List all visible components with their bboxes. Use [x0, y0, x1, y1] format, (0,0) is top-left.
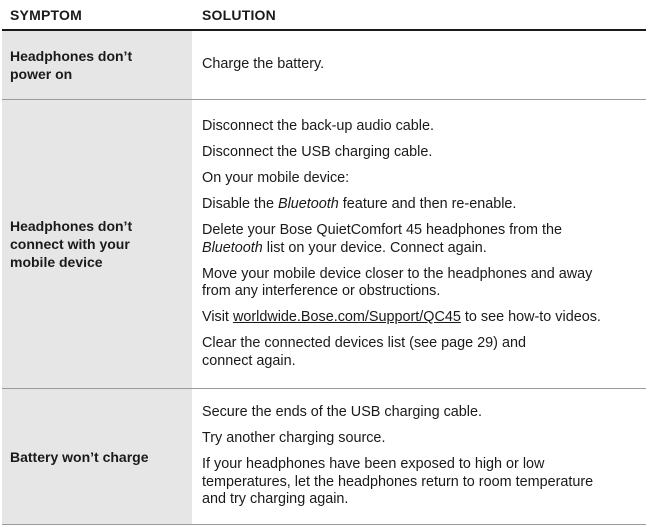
- solution-item: [202, 309, 632, 327]
- solution-item: [202, 456, 632, 509]
- solution-text: Visit: [202, 309, 233, 325]
- solution-text: and try charging again.: [202, 491, 349, 508]
- solution-text: Clear the connected devices list (see page 29) and: [202, 335, 526, 351]
- solution-text: Disable the: [202, 196, 278, 212]
- solution-cell: [192, 31, 646, 99]
- symptom-text-line: Battery won’t charge: [10, 448, 149, 465]
- solution-item: Secure the ends of the USB charging cable.: [202, 404, 482, 421]
- solution-text: Move your mobile device closer to the headphones and away: [202, 265, 593, 282]
- table-row: [2, 389, 646, 525]
- symptom-cell: [2, 31, 192, 99]
- solution-cell: [192, 100, 646, 388]
- solution-item: Disconnect the USB charging cable.: [202, 144, 433, 160]
- solution-text: Delete your Bose QuietComfort 45 headphones from the: [202, 222, 562, 238]
- solution-text: feature and then re-enable.: [338, 196, 517, 212]
- bluetooth-term: Bluetooth: [278, 196, 339, 212]
- table-header: [2, 0, 646, 31]
- solution-item: [202, 222, 632, 257]
- troubleshooting-table: [2, 0, 646, 525]
- solution-item: On your mobile device:: [202, 170, 350, 186]
- solution-text: to see how-to videos.: [460, 309, 601, 325]
- solution-text: connect again.: [202, 352, 296, 369]
- support-link[interactable]: worldwide.Bose.com/Support/QC45: [232, 309, 461, 325]
- solution-item: [202, 335, 632, 370]
- symptom-text-line: connect with your: [10, 236, 130, 252]
- symptom-text-line: Headphones don’t: [10, 218, 133, 234]
- table-row: [2, 31, 646, 100]
- symptom-text-line: mobile device: [10, 254, 103, 270]
- solution-column-header: SOLUTION: [202, 7, 276, 23]
- solution-item: [202, 266, 632, 301]
- solution-item: [202, 196, 632, 214]
- solution-cell: [192, 389, 646, 524]
- solution-text: from any interference or obstructions.: [202, 283, 441, 299]
- symptom-text-line: Headphones don’t: [10, 48, 133, 64]
- bluetooth-term: Bluetooth: [202, 239, 263, 256]
- solution-text: If your headphones have been exposed to high or low: [202, 456, 545, 473]
- solution-text: temperatures, let the headphones return to room temperature: [202, 473, 594, 490]
- solution-item: Charge the battery.: [202, 56, 325, 73]
- solution-item: Try another charging source.: [202, 430, 386, 447]
- symptom-cell: [2, 100, 192, 388]
- symptom-column-header: SYMPTOM: [10, 7, 82, 23]
- table-row: [2, 100, 646, 389]
- solution-item: Disconnect the back-up audio cable.: [202, 118, 434, 134]
- symptom-text-line: power on: [10, 66, 73, 82]
- solution-text: list on your device. Connect again.: [262, 239, 487, 256]
- symptom-cell: [2, 389, 192, 524]
